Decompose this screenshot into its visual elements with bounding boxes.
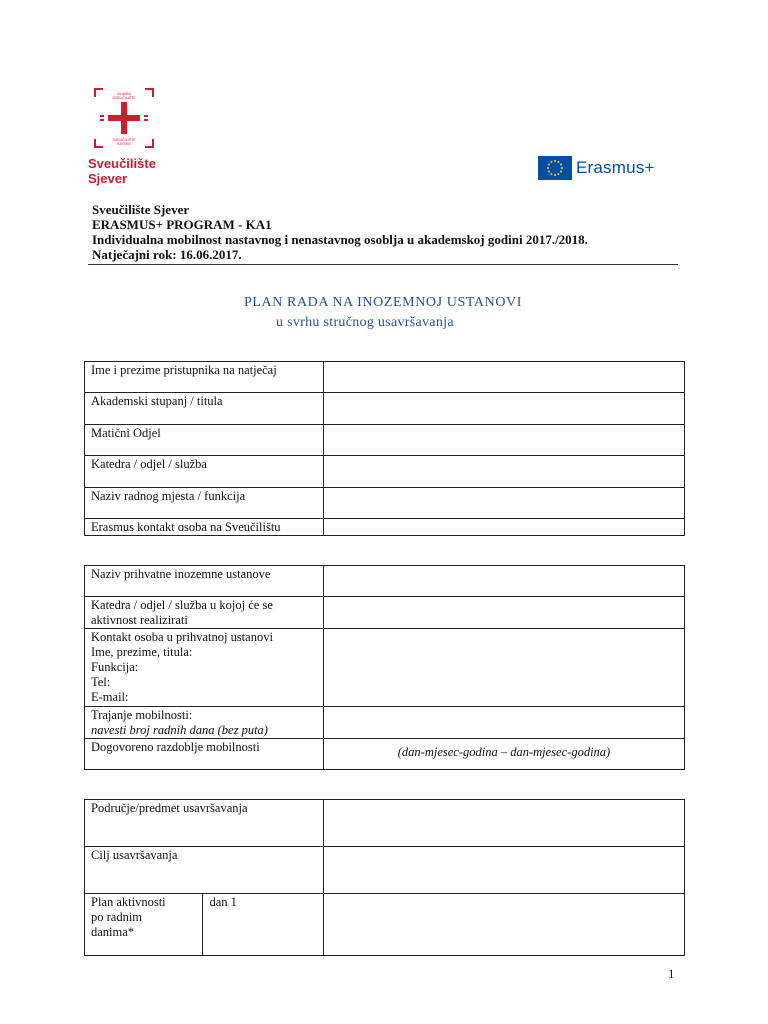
table-row bbox=[85, 597, 685, 629]
mobility-period-label: Dogovoreno razdoblje mobilnosti bbox=[85, 739, 324, 770]
training-plan-table bbox=[84, 799, 685, 956]
host-contact-email-label: E-mail: bbox=[91, 690, 129, 704]
emblem-text-bottom: SVEUČILIŠTE bbox=[112, 138, 136, 142]
emblem-text-top: ALUMNI bbox=[117, 92, 131, 96]
erasmus-contact-field[interactable] bbox=[324, 519, 685, 536]
eu-flag-icon bbox=[538, 156, 572, 180]
host-contact-function-label: Funkcija: bbox=[91, 660, 139, 674]
table-row bbox=[85, 362, 685, 393]
academic-degree-label: Akademski stupanj / titula bbox=[85, 393, 324, 425]
training-field-label: Područje/predmet usavršavanja bbox=[85, 800, 324, 847]
day-1-label: dan 1 bbox=[203, 894, 324, 956]
applicant-info-table bbox=[84, 361, 685, 536]
chair-department-field[interactable] bbox=[324, 456, 685, 488]
mobility-period-field[interactable]: (dan-mjesec-godina – dan-mjesec-godina) bbox=[324, 739, 685, 770]
host-contact-label bbox=[85, 629, 324, 707]
emblem-text-bottom2: SJEVER bbox=[117, 142, 131, 146]
table-row bbox=[85, 629, 685, 707]
host-contact-field[interactable] bbox=[324, 629, 685, 707]
activity-plan-label-line1: Plan aktivnosti bbox=[91, 895, 166, 909]
host-institution-table bbox=[84, 565, 685, 770]
training-goal-field[interactable] bbox=[324, 847, 685, 894]
home-department-label: Matični Odjel bbox=[85, 425, 324, 456]
host-contact-label-line1: Kontakt osoba u prihvatnoj ustanovi bbox=[91, 630, 273, 644]
mobility-duration-label bbox=[85, 707, 324, 739]
mobility-duration-hint: navesti broj radnih dana (bez puta) bbox=[91, 723, 268, 737]
academic-degree-field[interactable] bbox=[324, 393, 685, 425]
erasmus-logo-text: Erasmus+ bbox=[576, 158, 655, 177]
university-name-line1: Sveučilište bbox=[88, 156, 156, 171]
host-department-label-line1: Katedra / odjel / služba u kojoj će se bbox=[91, 598, 273, 612]
training-field-field[interactable] bbox=[324, 800, 685, 847]
host-department-field[interactable] bbox=[324, 597, 685, 629]
table-row bbox=[85, 847, 685, 894]
table-row bbox=[85, 519, 685, 536]
emblem-text-top2: SVEUČILIŠTE bbox=[112, 96, 136, 100]
table-row bbox=[85, 456, 685, 488]
document-title: PLAN RADA NA INOZEMNOJ USTANOVI bbox=[243, 295, 523, 310]
host-department-label bbox=[85, 597, 324, 629]
table-row bbox=[85, 800, 685, 847]
chair-department-label: Katedra / odjel / služba bbox=[85, 456, 324, 488]
mobility-duration-label-line1: Trajanje mobilnosti: bbox=[91, 708, 193, 722]
document-header bbox=[92, 202, 678, 262]
university-name-line2: Sjever bbox=[88, 171, 128, 186]
header-mobility: Individualna mobilnost nastavnog i nenastavnog osoblja u akademskoj godini 2017./2018. bbox=[92, 232, 588, 247]
host-institution-field[interactable] bbox=[324, 566, 685, 597]
mobility-duration-field[interactable] bbox=[324, 707, 685, 739]
job-title-label: Naziv radnog mjesta / funkcija bbox=[85, 488, 324, 519]
table-row bbox=[85, 566, 685, 597]
host-department-label-line2: aktivnost realizirati bbox=[91, 613, 188, 627]
header-divider bbox=[88, 264, 678, 265]
activity-plan-label-line3: danima* bbox=[91, 925, 135, 939]
university-name bbox=[88, 156, 198, 186]
day-1-field[interactable] bbox=[324, 894, 685, 956]
activity-plan-label bbox=[85, 894, 203, 956]
applicant-name-label: Ime i prezime pristupnika na natječaj bbox=[85, 362, 324, 393]
document-subtitle: u svrhu stručnog usavršavanja bbox=[276, 315, 454, 330]
job-title-field[interactable] bbox=[324, 488, 685, 519]
table-row bbox=[85, 707, 685, 739]
erasmus-contact-label: Erasmus kontakt osoba na Sveučilištu bbox=[85, 519, 324, 536]
header-university: Sveučilište Sjever bbox=[92, 202, 190, 217]
training-goal-label: Cilj usavršavanja bbox=[85, 847, 324, 894]
erasmus-logo bbox=[538, 156, 658, 182]
header-program: ERASMUS+ PROGRAM - KA1 bbox=[92, 217, 272, 232]
university-logo bbox=[88, 84, 168, 188]
table-row bbox=[85, 393, 685, 425]
university-emblem-icon bbox=[92, 86, 156, 150]
table-row bbox=[85, 739, 685, 770]
host-contact-name-label: Ime, prezime, titula: bbox=[91, 645, 193, 659]
activity-plan-label-line2: po radnim bbox=[91, 910, 143, 924]
home-department-field[interactable] bbox=[324, 425, 685, 456]
table-row bbox=[85, 894, 685, 956]
host-contact-phone-label: Tel: bbox=[91, 675, 111, 689]
applicant-name-field[interactable] bbox=[324, 362, 685, 393]
table-row bbox=[85, 425, 685, 456]
page-number: 1 bbox=[668, 966, 675, 981]
header-deadline: Natječajni rok: 16.06.2017. bbox=[92, 247, 242, 262]
table-row bbox=[85, 488, 685, 519]
host-institution-label: Naziv prihvatne inozemne ustanove bbox=[85, 566, 324, 597]
